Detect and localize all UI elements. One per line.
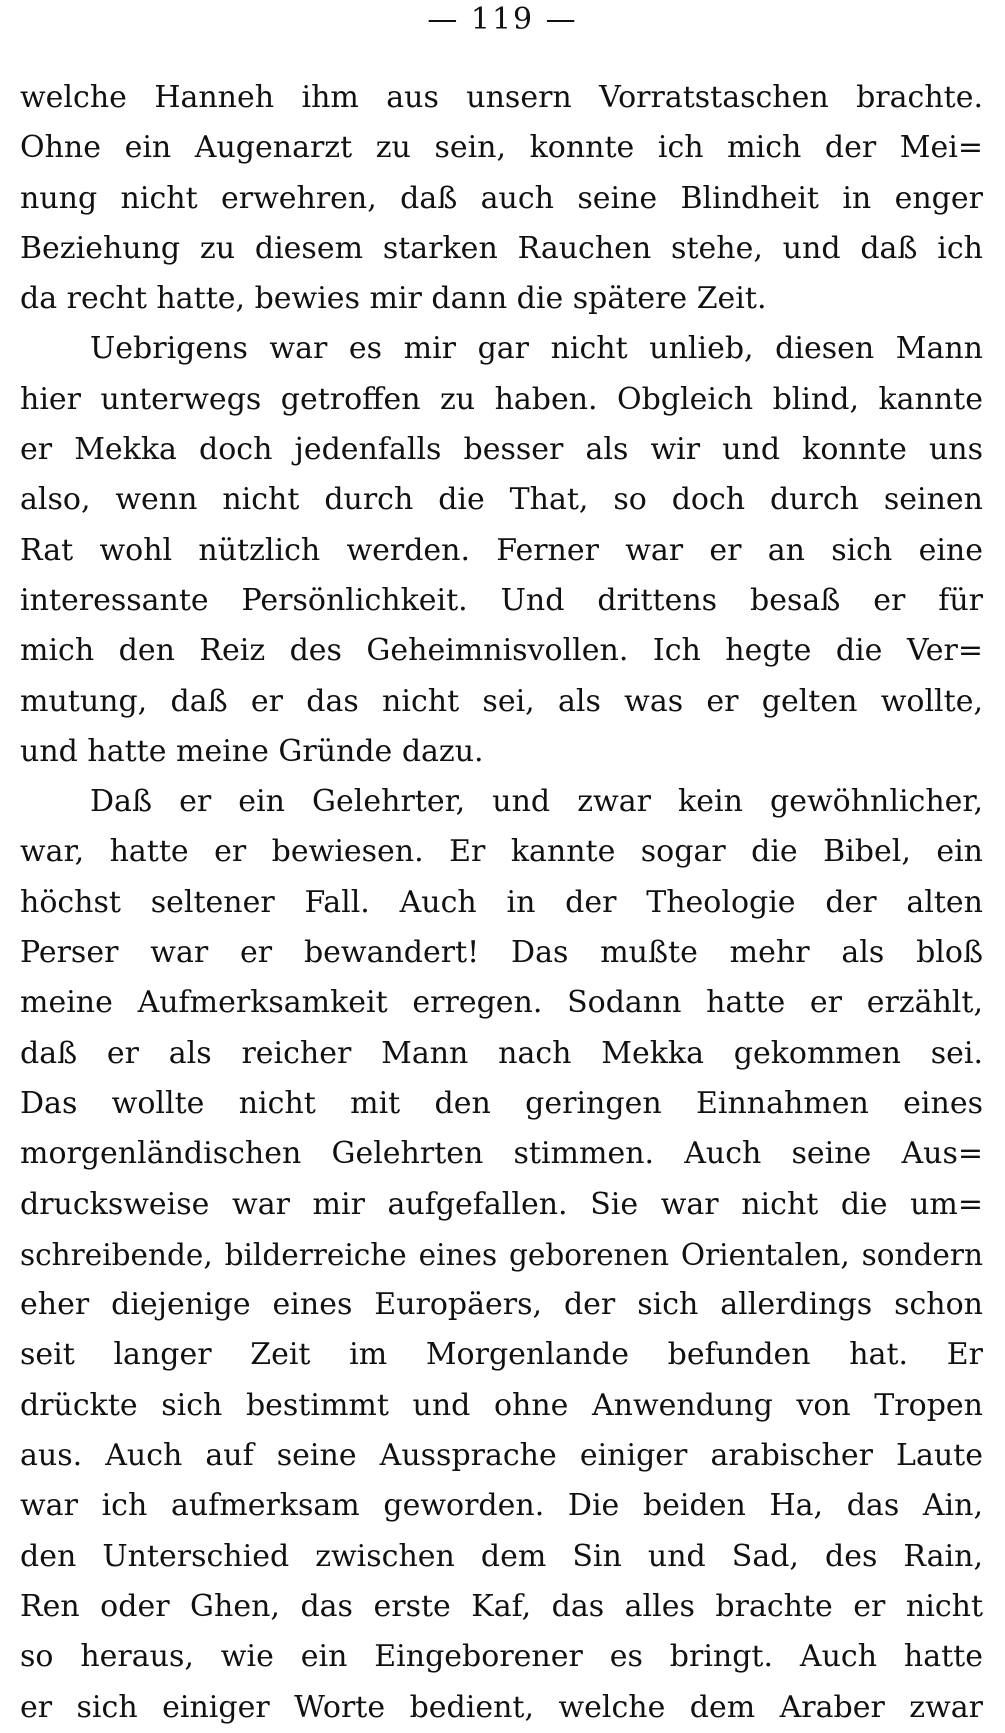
text-line: Perser war er bewandert! Das mußte mehr als bloß xyxy=(20,935,983,971)
page-number-header: — 119 — xyxy=(427,2,578,37)
text-line: aus. Auch auf seine Aussprache einiger arabischer Laute xyxy=(20,1438,983,1474)
text-line: höchst seltener Fall. Auch in der Theologie der alten xyxy=(20,884,983,920)
text-line: morgenländischen Gelehrten stimmen. Auch seine Aus= xyxy=(20,1136,983,1172)
text-line: er Mekka doch jedenfalls besser als wir und konnte uns xyxy=(20,432,983,468)
text-line: Beziehung zu diesem starken Rauchen stehe, und daß ich xyxy=(20,230,983,266)
text-line: daß er als reicher Mann nach Mekka gekommen sei. xyxy=(20,1035,983,1071)
text-line: Ohne ein Augenarzt zu sein, konnte ich mich der Mei= xyxy=(20,130,983,166)
text-line: mich den Reiz des Geheimnisvollen. Ich hegte die Ver= xyxy=(20,633,983,669)
body-text xyxy=(20,73,983,1733)
text-line: interessante Persönlichkeit. Und drittens besaß er für xyxy=(20,582,983,618)
text-line: war, hatte er bewiesen. Er kannte sogar die Bibel, ein xyxy=(20,834,983,870)
text-line: Rat wohl nützlich werden. Ferner war er an sich eine xyxy=(20,532,983,568)
text-line: er sich einiger Worte bedient, welche dem Araber zwar xyxy=(20,1689,983,1725)
text-line: meine Aufmerksamkeit erregen. Sodann hatte er erzählt, xyxy=(20,985,983,1021)
text-line: welche Hanneh ihm aus unsern Vorratstaschen brachte. xyxy=(20,80,983,115)
text-line: schreibende, bilderreiche eines geborenen Orientalen, sondern xyxy=(20,1237,983,1272)
text-line: und hatte meine Gründe dazu. xyxy=(20,733,484,769)
text-line: Uebrigens war es mir gar nicht unlieb, diesen Mann xyxy=(90,331,983,367)
text-line: eher diejenige eines Europäers, der sich allerdings schon xyxy=(20,1287,983,1323)
text-line: so heraus, wie ein Eingeborener es bringt. Auch hatte xyxy=(20,1639,983,1675)
text-line: den Unterschied zwischen dem Sin und Sad, des Rain, xyxy=(20,1538,983,1574)
text-line: Daß er ein Gelehrter, und zwar kein gewöhnlicher, xyxy=(90,784,983,820)
text-line: da recht hatte, bewies mir dann die spätere Zeit. xyxy=(20,281,767,317)
text-line: Ren oder Ghen, das erste Kaf, das alles brachte er nicht xyxy=(20,1588,983,1624)
text-line: drucksweise war mir aufgefallen. Sie war nicht die um= xyxy=(20,1186,983,1222)
text-line: also, wenn nicht durch die That, so doch durch seinen xyxy=(20,482,983,518)
text-line: nung nicht erwehren, daß auch seine Blindheit in enger xyxy=(20,180,983,216)
text-line: mutung, daß er das nicht sei, als was er gelten wollte, xyxy=(20,683,983,719)
text-line: hier unterwegs getroffen zu haben. Obgleich blind, kannte xyxy=(20,381,983,417)
text-line: Das wollte nicht mit den geringen Einnahmen eines xyxy=(20,1085,983,1121)
text-line: drückte sich bestimmt und ohne Anwendung von Tropen xyxy=(20,1387,983,1423)
text-line: seit langer Zeit im Morgenlande befunden hat. Er xyxy=(20,1337,983,1373)
text-line: war ich aufmerksam geworden. Die beiden Ha, das Ain, xyxy=(20,1488,983,1524)
